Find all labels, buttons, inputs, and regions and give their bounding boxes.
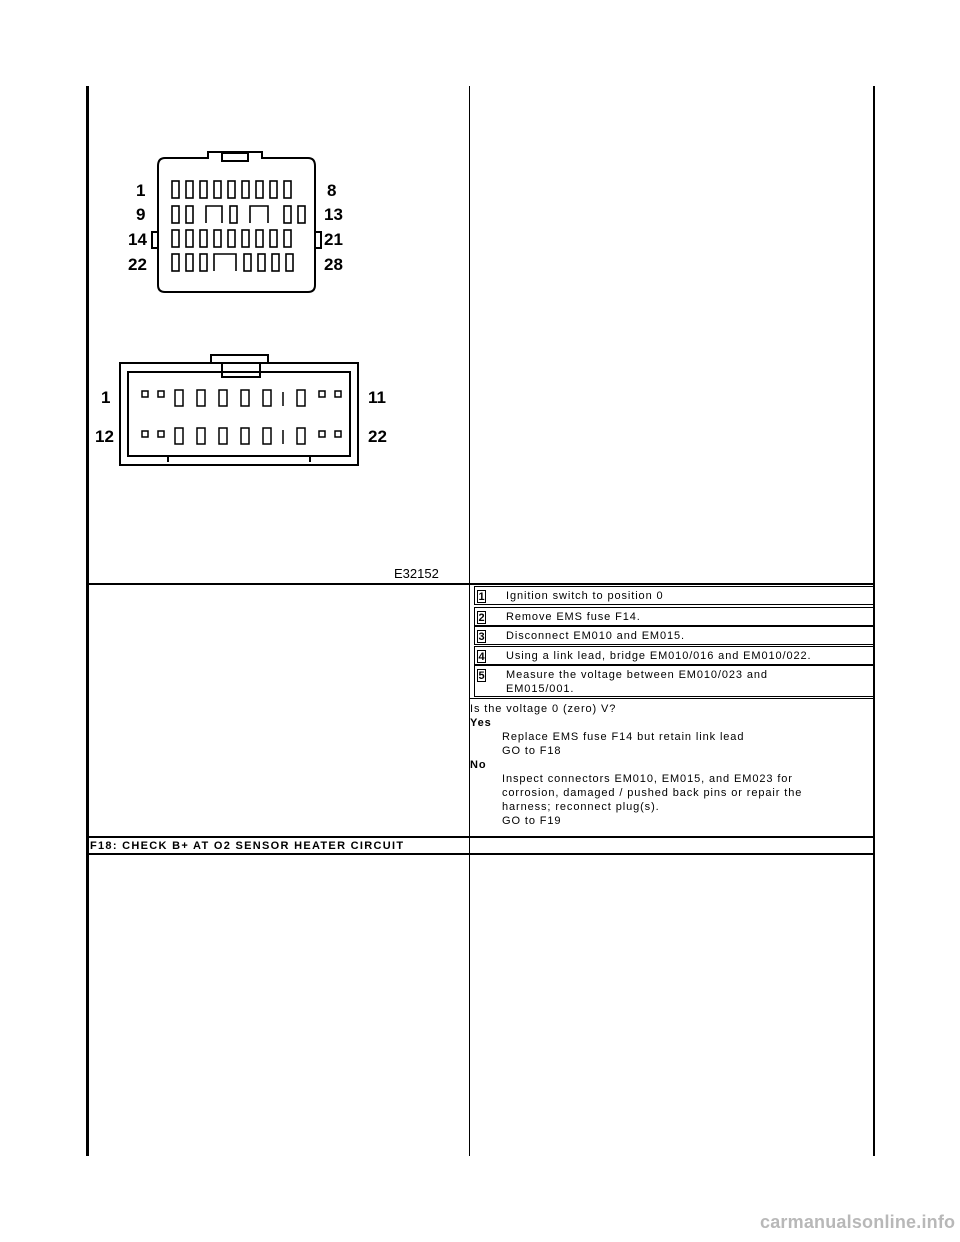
pin-label-b1: 1 [101, 388, 111, 407]
step-number: 2 [478, 612, 485, 624]
step-row-5 [474, 665, 874, 697]
figure-ref: E32152 [394, 566, 439, 581]
row-divider-section-bottom [86, 853, 875, 855]
watermark: carmanualsonline.info [760, 1212, 956, 1232]
step-row-1 [474, 586, 874, 605]
pin-label-14: 14 [128, 230, 147, 249]
pin-label-b22: 22 [368, 427, 387, 446]
step-text: Using a link lead, bridge EM010/016 and EM010/022. [506, 650, 812, 662]
qa-box-top [469, 698, 875, 699]
step-number: 3 [478, 631, 485, 643]
pin-label-13: 13 [324, 205, 343, 224]
pin-label-28: 28 [324, 255, 343, 274]
pin-label-b11: 11 [368, 388, 386, 407]
pin-label-21: 21 [324, 230, 343, 249]
answer-yes-goto[interactable]: GO to F18 [502, 745, 562, 757]
pin-label-1: 1 [136, 181, 146, 200]
answer-no-label: No [470, 759, 487, 771]
connector-22-pin [120, 355, 358, 465]
answer-yes-action: Replace EMS fuse F14 but retain link lead [502, 731, 745, 743]
answer-yes-label: Yes [470, 717, 492, 729]
step-text: Measure the voltage between EM010/023 and EM015/001. [506, 669, 768, 695]
step-text: Ignition switch to position 0 [506, 590, 664, 602]
step-row-2 [474, 607, 874, 626]
step-text: Disconnect EM010 and EM015. [506, 630, 685, 642]
pin-label-9: 9 [136, 205, 146, 224]
pin-label-b12: 12 [95, 427, 114, 446]
step-number: 4 [478, 651, 485, 663]
step-row-4 [474, 646, 874, 665]
row-divider-section-top [86, 836, 875, 838]
step-number: 5 [478, 670, 485, 682]
step-text: Remove EMS fuse F14. [506, 611, 641, 623]
question-block [470, 702, 870, 828]
step-row-3 [474, 626, 874, 645]
answer-no-goto[interactable]: GO to F19 [502, 815, 562, 827]
step-number: 1 [478, 591, 485, 603]
pin-label-8: 8 [327, 181, 337, 200]
answer-no-action: Inspect connectors EM010, EM015, and EM023 for corrosion, damaged / pushed back pins or repair the harness; reconnect plug(s). [502, 773, 803, 813]
question-prompt: Is the voltage 0 (zero) V? [470, 703, 617, 715]
connector-diagram [0, 0, 470, 590]
section-title: F18: CHECK B+ AT O2 SENSOR HEATER CIRCUIT [90, 840, 405, 852]
pin-label-22: 22 [128, 255, 147, 274]
